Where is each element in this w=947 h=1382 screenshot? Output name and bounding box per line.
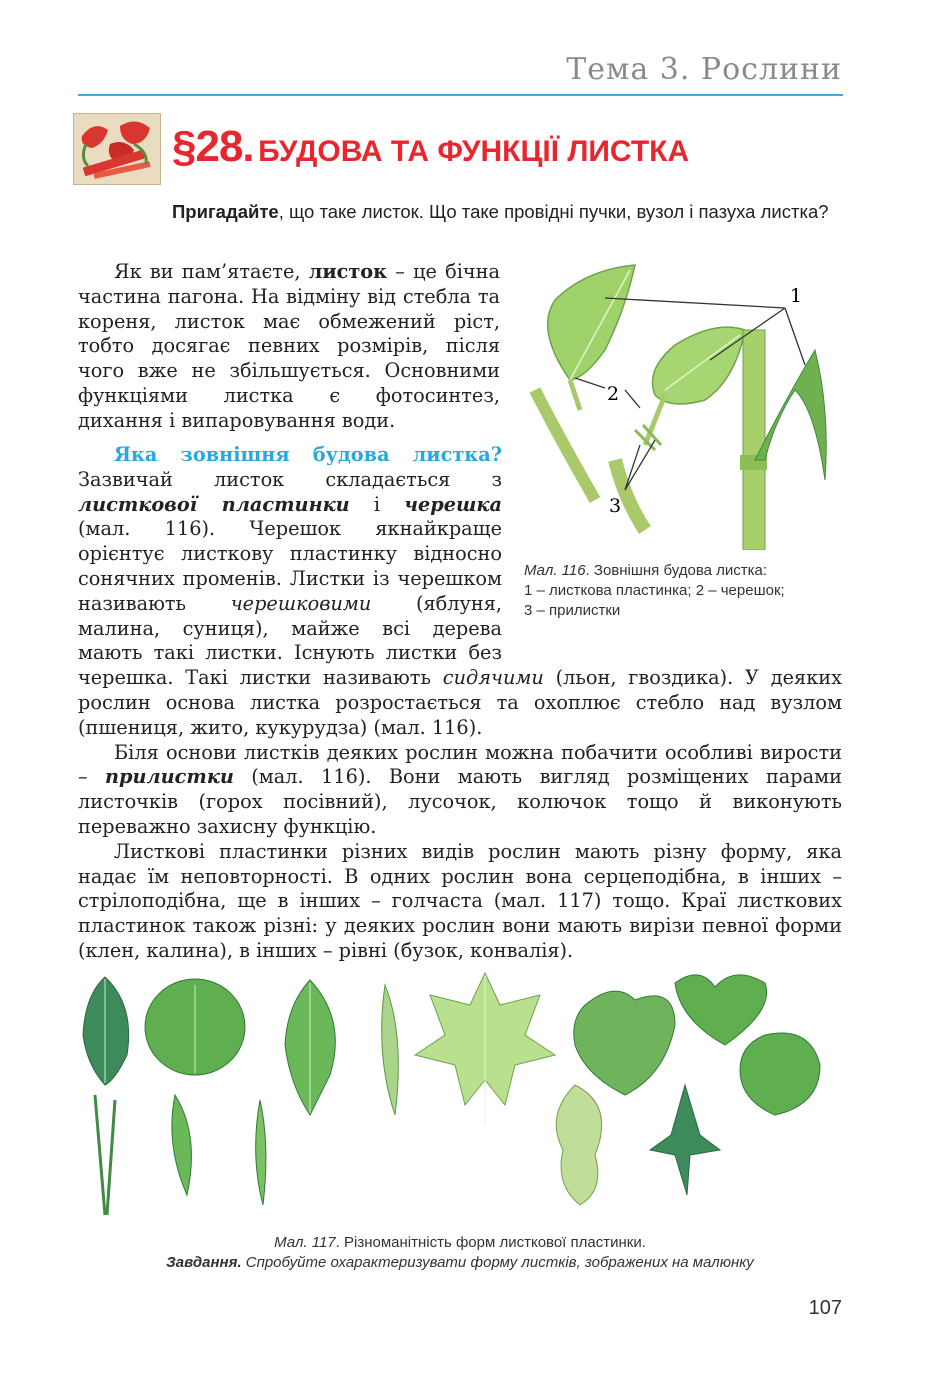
term-stipules: прилистки [105,765,234,789]
figure-117-ref: Мал. 117 [274,1234,336,1251]
question-external-structure: Яка зовнішня будова листка? [114,443,502,466]
recall-text: , що таке листок. Що таке провідні пучки, вузол і пазуха листка? [278,201,829,222]
term-petiolate: черешковими [230,591,372,615]
leaf-shape-3 [285,980,335,1115]
term-petiole: черешка [404,492,502,516]
task-text: Спробуйте охарактеризувати форму листків, зображених на малюнку [241,1254,754,1271]
stipules-paragraph [78,741,842,840]
figure-116-legend-1-2: 1 – листкова пластинка; 2 – черешок; [524,582,785,599]
leaf-shape-10 [256,1100,266,1205]
flower-icon [74,114,160,184]
section-title [172,122,689,172]
figure-116-title: . Зовнішня будова листка: [585,562,768,579]
label-1: 1 [790,285,803,307]
external-text-5: (льон, гвоздика). У деяких рослин основа листка розростається та охоплює стебло над вузлом (пшениця, жито, кукурудза) (мал. 116). [78,666,842,739]
section-title-text: БУДОВА ТА ФУНКЦІЇ ЛИСТКА [258,135,690,168]
term-blade: листкової пластинки [78,492,350,516]
figure-117-title: . Різноманітність форм листкової пластинки. [335,1234,646,1251]
topic-header: Тема 3. Рослини [566,52,842,87]
stipules-text-1: Біля основи листків деяких рослин можна побачити особливі вирости – [78,740,842,789]
figure-117-leaf-shapes [75,965,845,1220]
intro-text-1: Як ви пам’ятаєте, [114,260,309,283]
leaf-shape-4 [382,985,399,1115]
leaf-shape-12 [650,1085,720,1195]
recall-prompt [172,200,842,224]
task-label: Завдання. [166,1254,242,1271]
leaf-shape-11 [556,1085,601,1205]
leaf-shape-9 [172,1095,192,1195]
leaf-shape-13 [740,1033,820,1115]
label-2: 2 [607,383,620,405]
petiolate-leaf-illustration [535,265,645,530]
external-text-3: (мал. 116). Черешок якнайкраще орієнтує листкову пластинку відносно сонячних променів. Листки із черешком називають [78,517,502,615]
intro-text-2: – це бічна частина пагона. На відміну від стебла та кореня, листок має обмежений ріст, тобто досягає певних розмірів, після чого вже не збільшується. Основними функціями листка є фотосинтез, дихання і випаровування води. [78,260,500,432]
term-leaf: листок [308,260,388,283]
figure-116-ref: Мал. 116 [524,562,586,579]
figure-116-legend-3: 3 – прилистки [524,602,621,619]
leaf-shape-6 [574,991,675,1095]
stipules-text-2: (мал. 116). Вони мають вигляд розміщених парами листочків (горох посівний), лусочок, колючок тощо й виконують переважно захисну функцію. [78,765,842,838]
recall-label: Пригадайте [172,201,279,222]
label-3: 3 [609,495,622,517]
section-emblem [73,113,161,185]
figure-116-leaf-structure [515,260,845,550]
term-sessile: сидячими [442,666,544,690]
figure-116-caption [524,561,844,621]
page-number: 107 [808,1297,842,1319]
external-text-2: і [349,492,405,516]
external-text-1: Зазвичай листок складається з [78,467,502,491]
leaf-shape-7 [675,975,767,1045]
header-divider [78,94,843,96]
figure-117-caption [78,1233,842,1273]
leaf-shape-8 [95,1095,115,1215]
leaf-shape-5 [415,973,555,1125]
leaf-shape-2 [145,979,245,1075]
section-number: §28. [172,122,254,171]
sheathing-leaf-illustration [740,330,826,550]
cordate-leaf-illustration [635,327,745,450]
intro-paragraph [78,260,500,434]
shapes-paragraph: Листкові пластинки різних видів рослин мають різну форму, яка надає їм неповторності. В одних рослин вона серцеподібна, в інших – стрілоподібна, ще в інших – голчаста (мал. 117) тощо. Краї листкових пластинок також різні: у деяких рослин вони мають вирізи певної форми (клен, калина), в інших – рівні (бузок, конвалія). [78,839,842,962]
leaf-shape-1 [83,977,129,1085]
external-text-4: (яблуня, малина, суниця), майже всі дерева мають такі листки. Існують листки без черешка. Такі листки називають [78,591,502,690]
